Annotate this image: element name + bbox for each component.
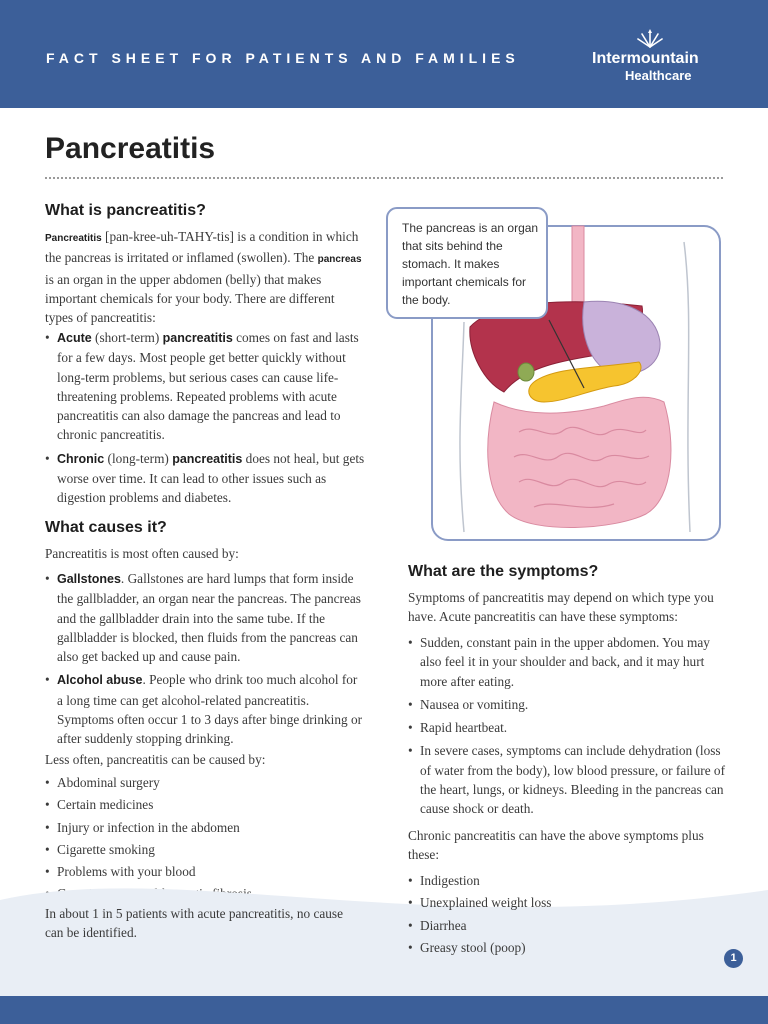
list-item: • Rapid heartbeat. xyxy=(408,718,730,737)
acute-text: comes on fast and lasts for a few days. Most people get better quickly without long-term problems, but serious cases can cause life-threatening problems. Repeated problems with acute pancreatitis can also damage the pancreas and lead to chronic pancreatitis. xyxy=(57,330,359,443)
dotted-divider xyxy=(45,177,723,179)
main-causes-list xyxy=(45,569,365,753)
logo-line1: Intermountain xyxy=(592,50,699,67)
intro-text-a: [pan-kree-uh-TAHY-tis] is a condition in which the pancreas is irritated or inflamed (swollen). The xyxy=(45,229,359,266)
list-item: • Abdominal surgery xyxy=(45,773,365,792)
section-heading-what-is: What is pancreatitis? xyxy=(45,202,206,219)
chronic-text: does not heal, but gets worse over time. It can lead to other issues such as digestion problems and diabetes. xyxy=(57,450,365,506)
list-item xyxy=(45,449,365,508)
chronic-symptoms-intro: Chronic pancreatitis can have the above symptoms plus these: xyxy=(408,828,704,863)
term-gallstones: Gallstones xyxy=(57,572,121,586)
list-item: • Unexplained weight loss xyxy=(408,893,730,912)
term-acute-pancreatitis: pancreatitis xyxy=(162,331,233,345)
header-label: FACT SHEET FOR PATIENTS AND FAMILIES xyxy=(46,50,520,66)
acute-paren: (short-term) xyxy=(91,330,163,345)
list-item: • Cigarette smoking xyxy=(45,840,365,859)
section-heading-causes: What causes it? xyxy=(45,519,167,536)
causes-closing: In about 1 in 5 patients with acute pancreatitis, no cause can be identified. xyxy=(45,906,343,941)
footer-bar xyxy=(0,996,768,1024)
causes-intro: Pancreatitis is most often caused by: xyxy=(45,546,239,561)
chronic-symptoms-list xyxy=(408,871,730,960)
list-item: • In severe cases, symptoms can include dehydration (loss of water from the body), low blood pressure, or failure of the heart, lungs, or kidneys. Bleeding in the pancreas can cause shock or death. xyxy=(408,741,730,818)
term-acute: Acute xyxy=(57,331,92,345)
leaf-logo-icon xyxy=(636,26,664,48)
term-chronic-pancreatitis: pancreatitis xyxy=(172,451,243,466)
term-chronic: Chronic xyxy=(57,451,105,466)
list-item xyxy=(45,569,365,666)
page-title: Pancreatitis xyxy=(45,132,216,165)
list-item: • Certain medicines xyxy=(45,795,365,814)
list-item: • Greasy stool (poop) xyxy=(408,938,730,957)
term-pancreas: pancreas xyxy=(317,254,362,266)
list-item xyxy=(45,328,365,445)
list-item: • Problems with your blood xyxy=(45,862,365,881)
alcohol-text: . People who drink too much alcohol for a long time can get alcohol-related pancreatitis. Symptoms often occur 1 to 3 days after binge drinking or after suddenly stopping drinking. xyxy=(57,672,363,747)
section-heading-symptoms: What are the symptoms? xyxy=(408,563,599,580)
intro-text-b: is an organ in the upper abdomen (belly) that makes important chemicals for your body. There are different types of pancreatitis: xyxy=(45,271,335,326)
pancreas-callout: The pancreas is an organ that sits behind the stomach. It makes important chemicals for the body. xyxy=(386,207,548,319)
list-item xyxy=(45,670,365,748)
gallstones-text: . Gallstones are hard lumps that form inside the gallbladder, an organ near the pancreas. The pancreas and the gallbladder drain into the same tube. If the gallbladder is blocked, then fluids from the pancreas can also get backed up and cause pain. xyxy=(57,571,361,665)
list-item: • Nausea or vomiting. xyxy=(408,695,730,714)
chronic-paren: (long-term) xyxy=(104,450,173,466)
section1-intro xyxy=(45,227,363,327)
term-alcohol-abuse: Alcohol abuse xyxy=(57,673,143,688)
list-item: • Sudden, constant pain in the upper abdomen. You may also feel it in your shoulder and back, and it may hurt more after eating. xyxy=(408,633,730,691)
symptoms-intro: Symptoms of pancreatitis may depend on which type you have. Acute pancreatitis can have these symptoms: xyxy=(408,590,714,625)
intermountain-logo xyxy=(592,26,742,86)
term-pancreatitis: Pancreatitis xyxy=(45,233,102,244)
acute-symptoms-list xyxy=(408,633,730,823)
less-often-text: Less often, pancreatitis can be caused by: xyxy=(45,752,266,767)
header-bar xyxy=(0,0,768,108)
page-number-badge: 1 xyxy=(724,949,743,968)
logo-line2: Healthcare xyxy=(625,68,692,83)
list-item: • Diarrhea xyxy=(408,916,730,935)
list-item: • Injury or infection in the abdomen xyxy=(45,818,365,837)
types-list xyxy=(45,328,365,512)
list-item: • Indigestion xyxy=(408,871,730,890)
